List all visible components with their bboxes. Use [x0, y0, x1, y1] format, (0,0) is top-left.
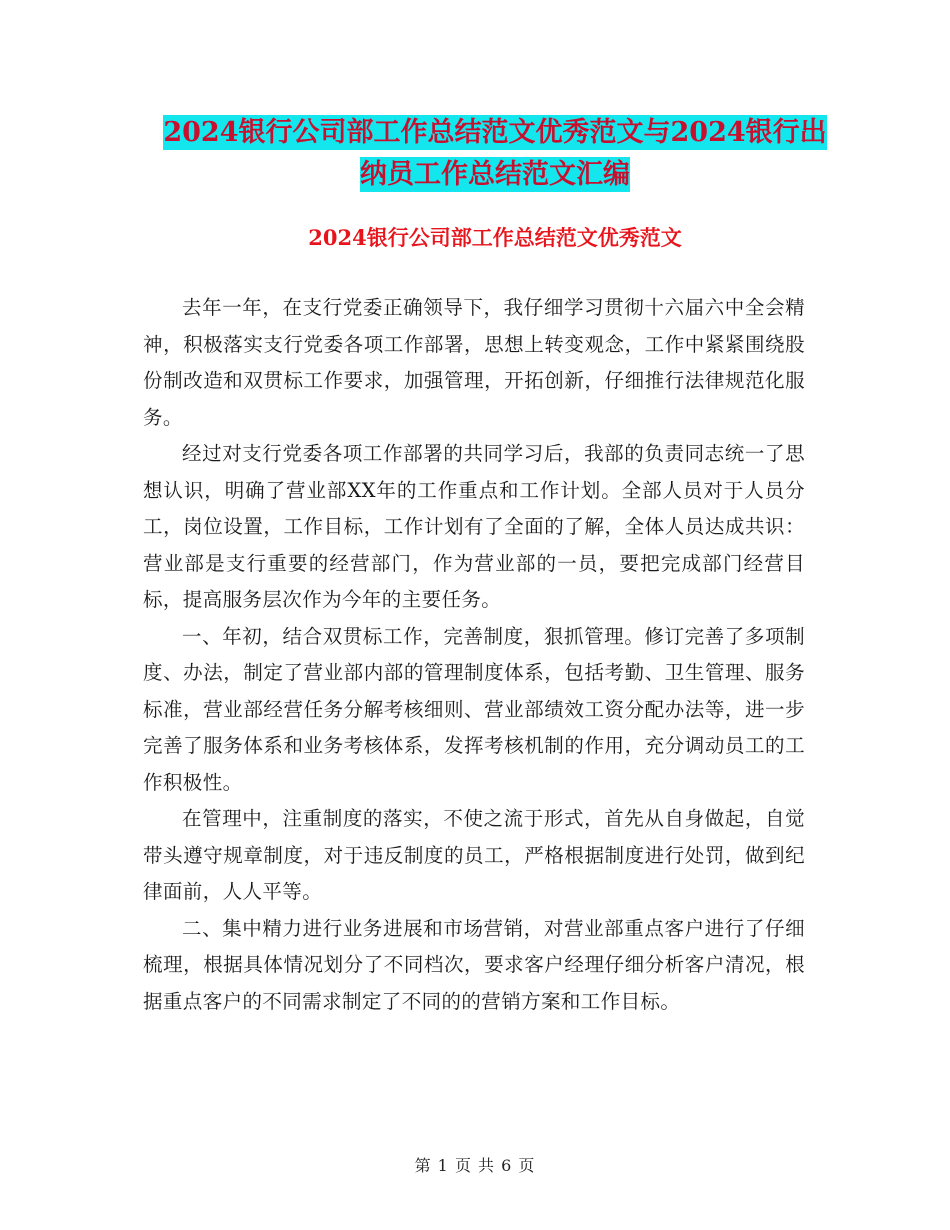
paragraph: 经过对支行党委各项工作部署的共同学习后，我部的负责同志统一了思想认识，明确了营业部XX年的工作重点和工作计划。全部人员对于人员分工，岗位设置，工作目标，工作计划有了全面的了解，全体人员达成共识：营业部是支行重要的经营部门，作为营业部的一员，要把完成部门经营目标，提高服务层次作为今年的主要任务。: [143, 442, 805, 611]
title-line-1: 2024银行公司部工作总结范文优秀范文与2024银行出: [163, 117, 827, 148]
document-title: [140, 112, 850, 196]
paragraph: 去年一年，在支行党委正确领导下，我仔细学习贯彻十六届六中全会精神，积极落实支行党委各项工作部署，思想上转变观念，工作中紧紧围绕股份制改造和双贯标工作要求，加强管理，开拓创新，仔细推行法律规范化服务。: [143, 296, 805, 429]
paragraph: 在管理中，注重制度的落实，不使之流于形式，首先从自身做起，自觉带头遵守规章制度，对于违反制度的员工，严格根据制度进行处罚，做到纪律面前，人人平等。: [143, 807, 805, 903]
paragraph: 一、年初，结合双贯标工作，完善制度，狠抓管理。修订完善了多项制度、办法，制定了营业部内部的管理制度体系，包括考勤、卫生管理、服务标准，营业部经营任务分解考核细则、营业部绩效工资分配办法等，进一步完善了服务体系和业务考核体系，发挥考核机制的作用，充分调动员工的工作积极性。: [143, 624, 805, 794]
document-body: [143, 290, 805, 1020]
paragraph: 二、集中精力进行业务进展和市场营销，对营业部重点客户进行了仔细梳理，根据具体情况划分了不同档次，要求客户经理仔细分析客户清况，根据重点客户的不同需求制定了不同的的营销方案和工作目标。: [143, 916, 805, 1013]
section-title: 2024银行公司部工作总结范文优秀范文: [308, 225, 682, 250]
page-number-footer: 第 1 页 共 6 页: [414, 1156, 536, 1175]
title-line-2: 纳员工作总结范文汇编: [360, 159, 630, 190]
